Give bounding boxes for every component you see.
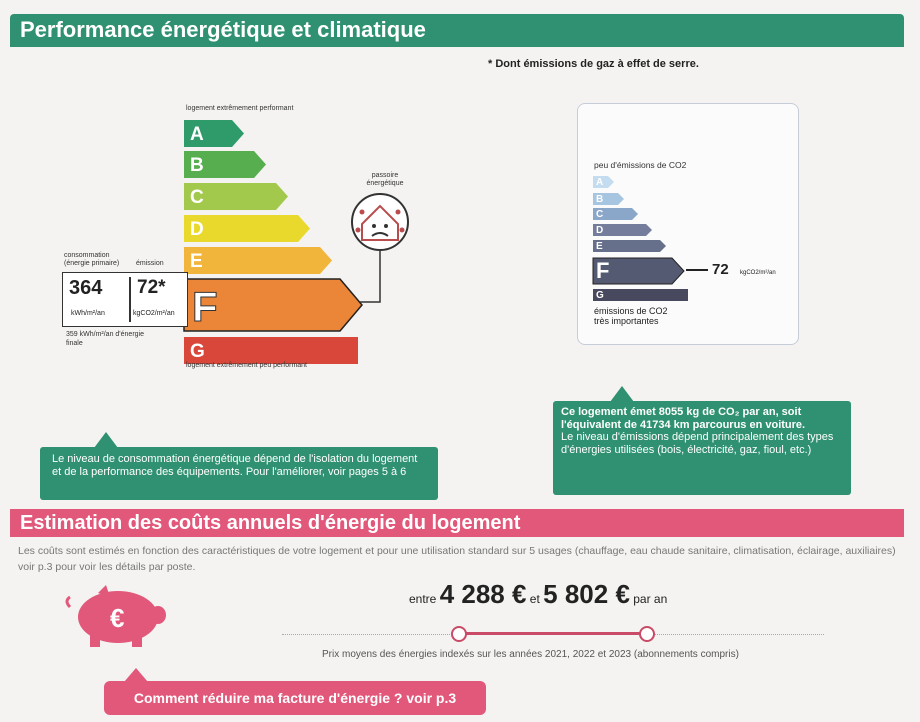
cost-high-marker bbox=[639, 626, 655, 642]
energy-top-label: logement extrêmement performant bbox=[186, 105, 294, 112]
co2-unit: kgCO2/m²/an bbox=[740, 270, 776, 276]
co2-callout bbox=[553, 401, 851, 495]
button-pointer bbox=[124, 666, 148, 682]
cost-et: et bbox=[529, 592, 540, 606]
co2-callout-bold: Ce logement émet 8055 kg de CO₂ par an, soit l'équivalent de 41734 km parcourus en voiture. bbox=[561, 406, 806, 431]
consumption-unit: kWh/m²/an bbox=[71, 310, 105, 317]
energy-bar-a bbox=[182, 118, 248, 149]
price-note: Prix moyens des énergies indexés sur les années 2021, 2022 et 2023 (abonnements compris) bbox=[322, 649, 739, 660]
energy-bar-letter: F bbox=[192, 283, 218, 330]
energy-bar-e bbox=[182, 245, 336, 276]
cost-high: 5 802 € bbox=[543, 579, 630, 609]
costs-description: Les coûts sont estimés en fonction des caractéristiques de votre logement et pour une utilisation standard sur 5 usages (chauffage, eau chaude sanitaire, climatisation, éclairage, auxiliaires) voir p.3 pour voir les détails par poste. bbox=[18, 545, 896, 573]
co2-bar-letter: B bbox=[596, 194, 604, 205]
co2-bar-letter: A bbox=[596, 177, 604, 188]
co2-bar-c bbox=[592, 207, 640, 221]
emission-value: 72* bbox=[137, 277, 166, 298]
co2-bar-d bbox=[592, 223, 654, 237]
co2-bar-a bbox=[592, 175, 616, 189]
co2-bottom-label-2: très importantes bbox=[594, 316, 659, 326]
co2-bar-letter: E bbox=[596, 241, 603, 252]
energy-bar-b bbox=[182, 149, 270, 180]
co2-callout-text: Le niveau d'émissions dépend principalement des types d'énergies utilisées (bois, électricité, gaz, fioul, etc.) bbox=[561, 431, 834, 456]
co2-bar-f bbox=[592, 257, 686, 285]
callout-pointer-right bbox=[610, 384, 634, 402]
co2-bar-g bbox=[592, 288, 690, 302]
co2-bottom-label bbox=[594, 306, 668, 326]
co2-bar-letter: F bbox=[596, 258, 610, 283]
house-sad-icon bbox=[348, 190, 412, 306]
piggy-bank-icon bbox=[62, 583, 170, 649]
co2-bar-letter: D bbox=[596, 225, 604, 236]
co2-top-label: peu d'émissions de CO2 bbox=[594, 160, 687, 170]
energy-callout: Le niveau de consommation énergétique dépend de l'isolation du logement et de la performance des équipements. Pour l'améliorer, voir pages 5 à 6 bbox=[40, 447, 438, 500]
value-separator bbox=[129, 277, 131, 322]
cost-range-bar bbox=[458, 632, 646, 635]
co2-bar-letter: G bbox=[596, 290, 604, 301]
cost-low: 4 288 € bbox=[439, 579, 527, 609]
energy-bar-letter: D bbox=[190, 219, 204, 240]
cost-low-marker bbox=[451, 626, 467, 642]
energy-bar-letter: A bbox=[190, 124, 204, 145]
co2-bar-letter: C bbox=[596, 209, 604, 220]
cost-range bbox=[409, 579, 667, 610]
callout-pointer bbox=[94, 430, 118, 448]
energy-bar-d bbox=[182, 213, 314, 244]
energy-bar-letter: B bbox=[190, 155, 204, 176]
reduce-bill-button[interactable]: Comment réduire ma facture d'énergie ? voir p.3 bbox=[104, 681, 486, 715]
header-underline bbox=[10, 44, 904, 47]
final-energy-note: 359 kWh/m²/an d'énergie finale bbox=[66, 331, 144, 347]
energy-bar-c bbox=[182, 181, 292, 212]
co2-bottom-label-1: émissions de CO2 bbox=[594, 306, 668, 316]
consumption-label: consommation (énergie primaire) bbox=[64, 252, 120, 267]
section-header-costs bbox=[10, 509, 904, 537]
energy-bar-f bbox=[182, 277, 366, 333]
ges-footnote: * Dont émissions de gaz à effet de serre. bbox=[488, 58, 699, 70]
energy-bar-letter: E bbox=[190, 251, 203, 272]
emission-unit: kgCO2/m²/an bbox=[133, 310, 175, 317]
consumption-value: 364 bbox=[69, 277, 103, 299]
euro-symbol: € bbox=[110, 603, 125, 633]
passoire-label: passoire énergétique bbox=[366, 172, 404, 187]
energy-bar-letter: C bbox=[190, 187, 204, 208]
cost-par-an: par an bbox=[633, 592, 668, 606]
emission-label: émission bbox=[136, 260, 164, 267]
co2-value: 72 bbox=[712, 261, 729, 278]
section-header-performance bbox=[10, 14, 904, 44]
energy-bottom-label: logement extrêmement peu performant bbox=[186, 362, 308, 369]
energy-bar-letter: G bbox=[190, 341, 205, 362]
co2-pointer-line bbox=[686, 269, 708, 271]
co2-bar-e bbox=[592, 239, 668, 253]
section-title: Performance énergétique et climatique bbox=[20, 17, 426, 42]
energy-value-box bbox=[62, 272, 188, 327]
co2-bar-b bbox=[592, 192, 626, 206]
section-title-costs: Estimation des coûts annuels d'énergie du logement bbox=[20, 512, 521, 534]
cost-entre: entre bbox=[409, 592, 437, 606]
